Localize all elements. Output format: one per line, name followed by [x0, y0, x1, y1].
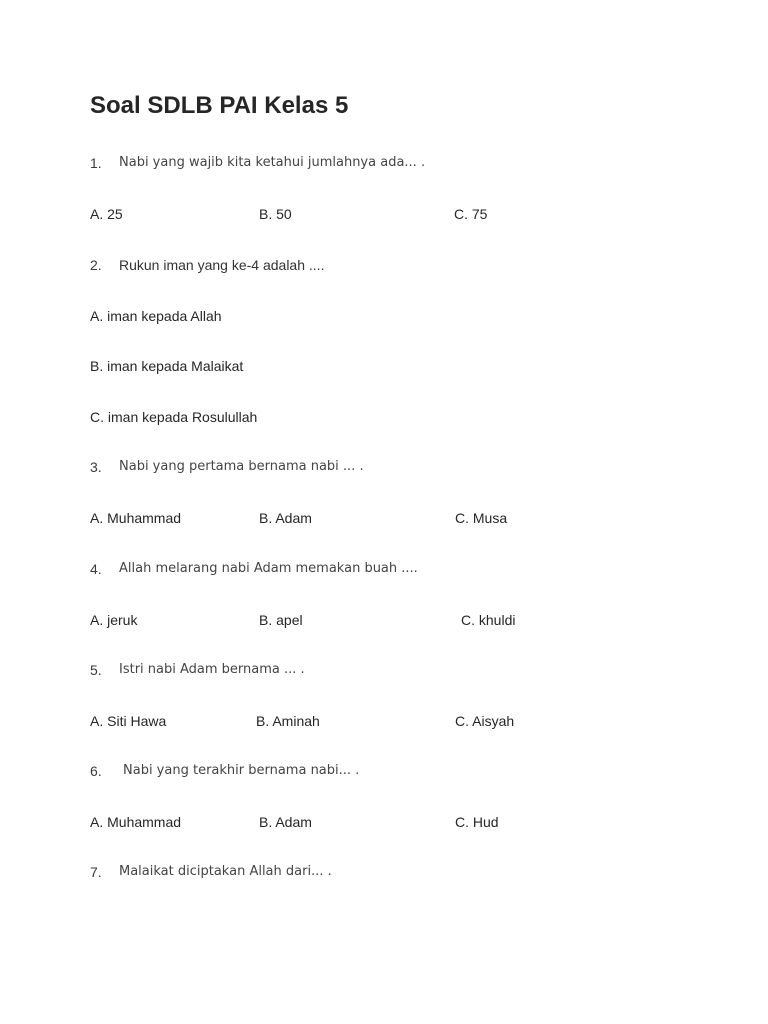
question-4	[0, 559, 768, 579]
question-text: Rukun iman yang ke-4 adalah ....	[119, 257, 325, 273]
option-a: A. jeruk	[90, 612, 138, 628]
option-c: C. Musa	[455, 510, 508, 526]
option-b: B. 50	[259, 206, 292, 222]
option-b: B. iman kepada Malaikat	[90, 358, 244, 374]
option-c: C. khuldi	[461, 612, 516, 628]
question-text: Istri nabi Adam bernama ... .	[119, 662, 305, 677]
question-text: Allah melarang nabi Adam memakan buah ....	[119, 561, 418, 576]
document-title: Soal SDLB PAI Kelas 5	[90, 92, 349, 119]
question-number: 1.	[90, 155, 102, 171]
question-5	[0, 660, 768, 680]
question-2	[0, 255, 768, 275]
option-a: A. Muhammad	[90, 814, 182, 830]
question-number: 2.	[90, 257, 102, 273]
option-c-line	[0, 407, 768, 427]
question-number: 6.	[90, 763, 102, 779]
option-a: A. Muhammad	[90, 510, 182, 526]
option-a: A. Siti Hawa	[90, 713, 167, 729]
options-6	[0, 812, 768, 832]
question-number: 7.	[90, 864, 102, 880]
question-3	[0, 457, 768, 477]
option-c: C. iman kepada Rosulullah	[90, 409, 258, 425]
option-b: B. Adam	[259, 510, 312, 526]
option-b: B. Aminah	[256, 713, 320, 729]
option-b-line	[0, 356, 768, 376]
question-1	[0, 153, 768, 173]
options-4	[0, 610, 768, 630]
question-6	[0, 761, 768, 781]
question-text: Nabi yang terakhir bernama nabi... .	[123, 763, 360, 778]
question-number: 4.	[90, 561, 102, 577]
option-b: B. Adam	[259, 814, 312, 830]
options-3	[0, 508, 768, 528]
question-number: 3.	[90, 459, 102, 475]
option-a: A. iman kepada Allah	[90, 308, 222, 324]
option-c: C. Hud	[455, 814, 499, 830]
option-a-line	[0, 306, 768, 326]
question-text: Nabi yang wajib kita ketahui jumlahnya ada... .	[119, 155, 426, 170]
option-c: C. Aisyah	[455, 713, 515, 729]
options-5	[0, 711, 768, 731]
question-number: 5.	[90, 662, 102, 678]
question-7	[0, 862, 768, 882]
question-text: Malaikat diciptakan Allah dari... .	[119, 864, 332, 879]
option-b: B. apel	[259, 612, 303, 628]
option-a: A. 25	[90, 206, 123, 222]
option-c: C. 75	[454, 206, 488, 222]
question-text: Nabi yang pertama bernama nabi ... .	[119, 459, 364, 474]
options-1	[0, 204, 768, 224]
